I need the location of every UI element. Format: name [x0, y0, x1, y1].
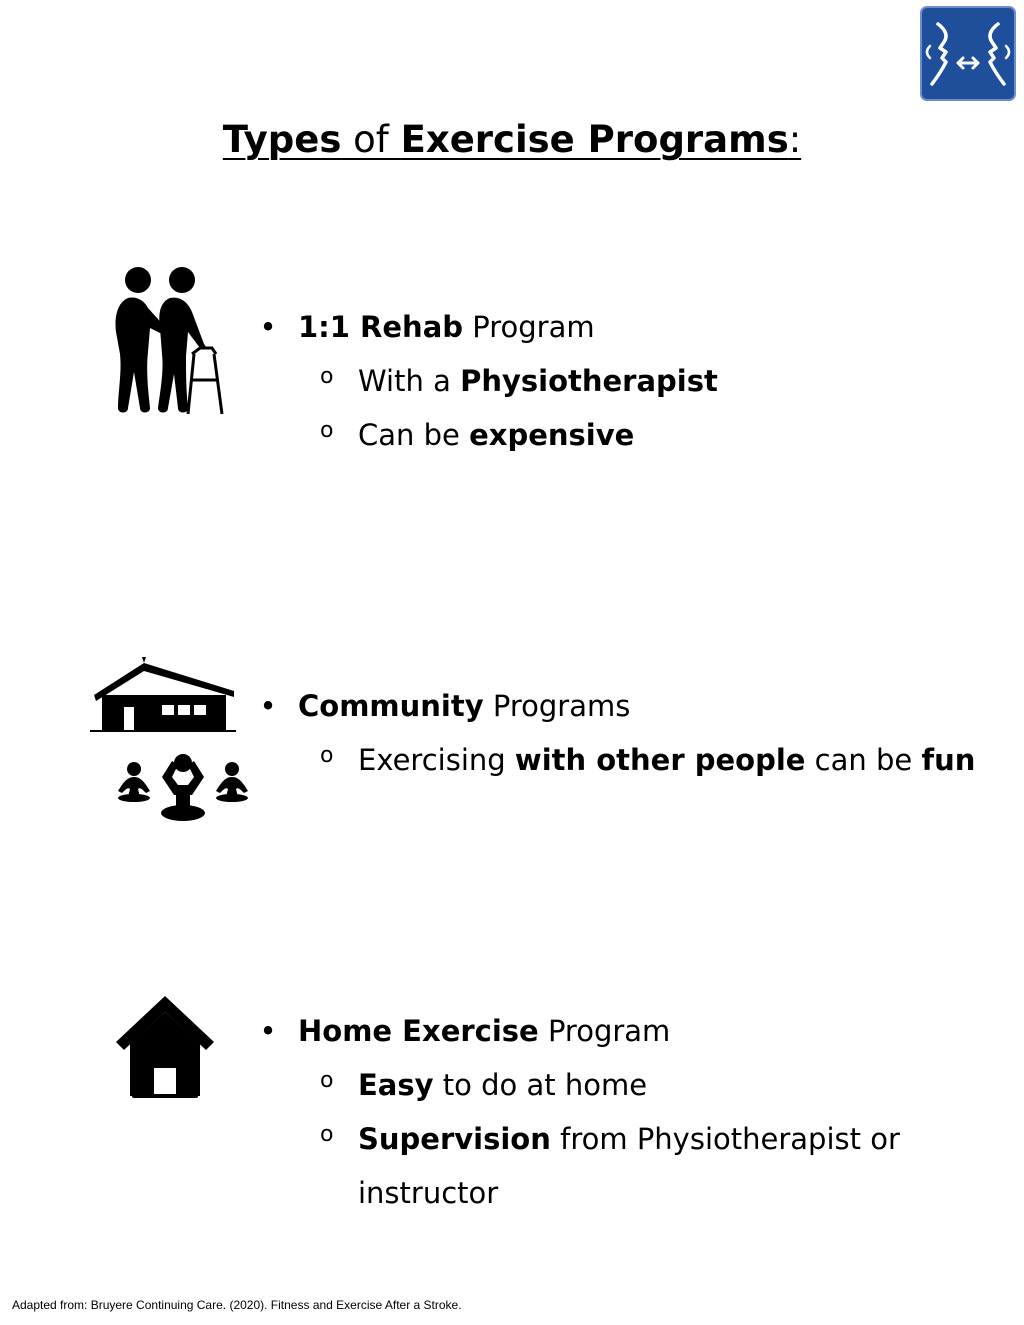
- sub-item-continuation: [258, 1166, 900, 1220]
- sub-text: With a: [358, 364, 461, 398]
- sub-marker: o: [320, 418, 334, 443]
- sub-text: to do at home: [433, 1068, 648, 1102]
- sub-item: [258, 354, 718, 408]
- sub-item: [258, 408, 718, 462]
- sub-bold: Physiotherapist: [460, 364, 718, 398]
- page-title: [0, 116, 1024, 164]
- sub-text: instructor: [358, 1176, 499, 1210]
- sub-bold: Easy: [358, 1068, 434, 1102]
- sub-text: Exercising: [358, 743, 515, 777]
- rehab-walker-icon: [100, 262, 230, 422]
- communication-logo: [920, 6, 1016, 101]
- face-to-face-icon: [920, 6, 1016, 101]
- heading-bold: 1:1 Rehab: [298, 310, 464, 344]
- title-of: of: [341, 118, 401, 161]
- sub-marker: o: [320, 743, 334, 768]
- heading-rest: Program: [463, 310, 595, 344]
- bullet-marker: •: [259, 310, 277, 344]
- bullet-marker: •: [259, 1014, 277, 1048]
- heading-rest: Program: [538, 1014, 671, 1048]
- sub-text: can be: [805, 743, 922, 777]
- section-community: [258, 679, 975, 787]
- heading-rest: Programs: [483, 689, 631, 723]
- citation-footer: Adapted from: Bruyere Continuing Care. (2020). Fitness and Exercise After a Stroke.: [12, 1298, 462, 1312]
- sub-item: [258, 1058, 900, 1112]
- sub-item: [258, 733, 975, 787]
- bullet-item: [258, 679, 975, 733]
- sub-bold: with other people: [514, 743, 806, 777]
- sub-text: Can be: [358, 418, 470, 452]
- heading-bold: Home Exercise: [298, 1014, 539, 1048]
- sub-bold: expensive: [469, 418, 635, 452]
- bullet-item: [258, 1004, 900, 1058]
- heading-bold: Community: [298, 689, 484, 723]
- title-colon: :: [788, 118, 802, 161]
- sub-item: [258, 1112, 900, 1166]
- community-center-icon: [88, 655, 253, 830]
- sub-bold: fun: [921, 743, 976, 777]
- bullet-item: [258, 300, 718, 354]
- sub-text: from Physiotherapist or: [550, 1122, 900, 1156]
- sub-marker: o: [320, 364, 334, 389]
- sub-marker: o: [320, 1122, 334, 1147]
- sub-bold: Supervision: [358, 1122, 551, 1156]
- home-icon: [114, 994, 216, 1100]
- title-exercise-programs: Exercise Programs: [400, 118, 789, 161]
- title-types: Types: [222, 118, 342, 161]
- section-rehab: [258, 300, 718, 462]
- section-home: [258, 1004, 900, 1220]
- bullet-marker: •: [259, 689, 277, 723]
- sub-marker: o: [320, 1068, 334, 1093]
